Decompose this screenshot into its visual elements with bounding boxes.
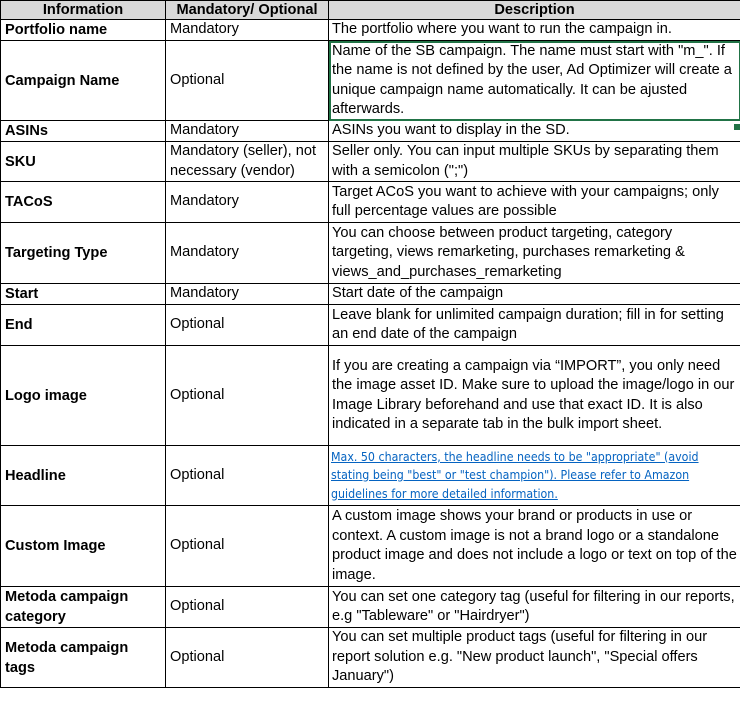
mandatory-cell[interactable]: Optional	[166, 587, 329, 628]
table-row	[1, 223, 740, 284]
info-cell[interactable]: ASINs	[1, 121, 166, 142]
info-cell[interactable]: Metoda campaign tags	[1, 628, 166, 688]
info-cell[interactable]: Metoda campaign category	[1, 587, 166, 628]
info-cell[interactable]: End	[1, 305, 166, 346]
table-row	[1, 628, 740, 688]
header-information[interactable]: Information	[1, 1, 166, 20]
mandatory-cell[interactable]: Optional	[166, 305, 329, 346]
table-row	[1, 142, 740, 182]
header-row	[1, 1, 740, 20]
table-row	[1, 182, 740, 223]
mandatory-cell[interactable]: Mandatory	[166, 223, 329, 284]
table-row	[1, 346, 740, 446]
description-cell-selected[interactable]: Name of the SB campaign. The name must start with "m_". If the name is not defined by the user, Ad Optimizer will create a unique campaign name automatically. It can be ajusted afterwards.	[329, 41, 740, 121]
info-cell[interactable]: Targeting Type	[1, 223, 166, 284]
description-cell[interactable]: A custom image shows your brand or products in use or context. A custom image is not a brand logo or a standalone product image and does not include a logo or text on top of the image.	[329, 506, 740, 587]
description-cell[interactable]: If you are creating a campaign via “IMPORT”, you only need the image asset ID. Make sure to upload the image/logo in our Image Library beforehand and use that exact ID. It is also indicated in a separate tab in the bulk import sheet.	[329, 346, 740, 446]
mandatory-cell[interactable]: Mandatory (seller), not necessary (vendor)	[166, 142, 329, 182]
table-row	[1, 305, 740, 346]
table-row	[1, 41, 740, 121]
info-cell[interactable]: Headline	[1, 446, 166, 506]
description-cell[interactable]: ASINs you want to display in the SD.	[329, 121, 740, 142]
header-mandatory-optional[interactable]: Mandatory/ Optional	[166, 1, 329, 20]
description-cell[interactable]: You can choose between product targeting, category targeting, views remarketing, purchases remarketing & views_and_purchases_remarketing	[329, 223, 740, 284]
mandatory-cell[interactable]: Optional	[166, 346, 329, 446]
mandatory-cell[interactable]: Optional	[166, 446, 329, 506]
info-cell[interactable]: Portfolio name	[1, 20, 166, 41]
mandatory-cell[interactable]: Optional	[166, 506, 329, 587]
fill-handle[interactable]	[734, 124, 740, 130]
description-cell[interactable]: Target ACoS you want to achieve with your campaigns; only full percentage values are possible	[329, 182, 740, 223]
description-cell[interactable]: Start date of the campaign	[329, 284, 740, 305]
mandatory-cell[interactable]: Mandatory	[166, 182, 329, 223]
info-cell[interactable]: TACoS	[1, 182, 166, 223]
table-row	[1, 121, 740, 142]
description-cell[interactable]: Seller only. You can input multiple SKUs by separating them with a semicolon (";")	[329, 142, 740, 182]
description-cell	[329, 446, 740, 506]
info-cell[interactable]: Custom Image	[1, 506, 166, 587]
info-cell[interactable]: Start	[1, 284, 166, 305]
mandatory-cell[interactable]: Optional	[166, 41, 329, 121]
header-description[interactable]: Description	[329, 1, 740, 20]
description-cell[interactable]: You can set multiple product tags (useful for filtering in our report solution e.g. "New product launch", "Special offers January")	[329, 628, 740, 688]
headline-guidelines-link[interactable]: Max. 50 characters, the headline needs to be "appropriate" (avoid stating being "best" or "test champion"). Please refer to Amazon guidelines for more detailed information.	[331, 449, 699, 501]
mandatory-cell[interactable]: Mandatory	[166, 284, 329, 305]
table-row	[1, 20, 740, 41]
description-cell[interactable]: Leave blank for unlimited campaign duration; fill in for setting an end date of the campaign	[329, 305, 740, 346]
description-cell[interactable]: The portfolio where you want to run the campaign in.	[329, 20, 740, 41]
table-row	[1, 587, 740, 628]
description-cell[interactable]: You can set one category tag (useful for filtering in our reports, e.g "Tableware" or "Hairdryer")	[329, 587, 740, 628]
mandatory-cell[interactable]: Mandatory	[166, 121, 329, 142]
table-row	[1, 446, 740, 506]
mandatory-cell[interactable]: Optional	[166, 628, 329, 688]
info-cell[interactable]: Campaign Name	[1, 41, 166, 121]
info-cell[interactable]: SKU	[1, 142, 166, 182]
table-row	[1, 284, 740, 305]
table-row	[1, 506, 740, 587]
mandatory-cell[interactable]: Mandatory	[166, 20, 329, 41]
info-cell[interactable]: Logo image	[1, 346, 166, 446]
